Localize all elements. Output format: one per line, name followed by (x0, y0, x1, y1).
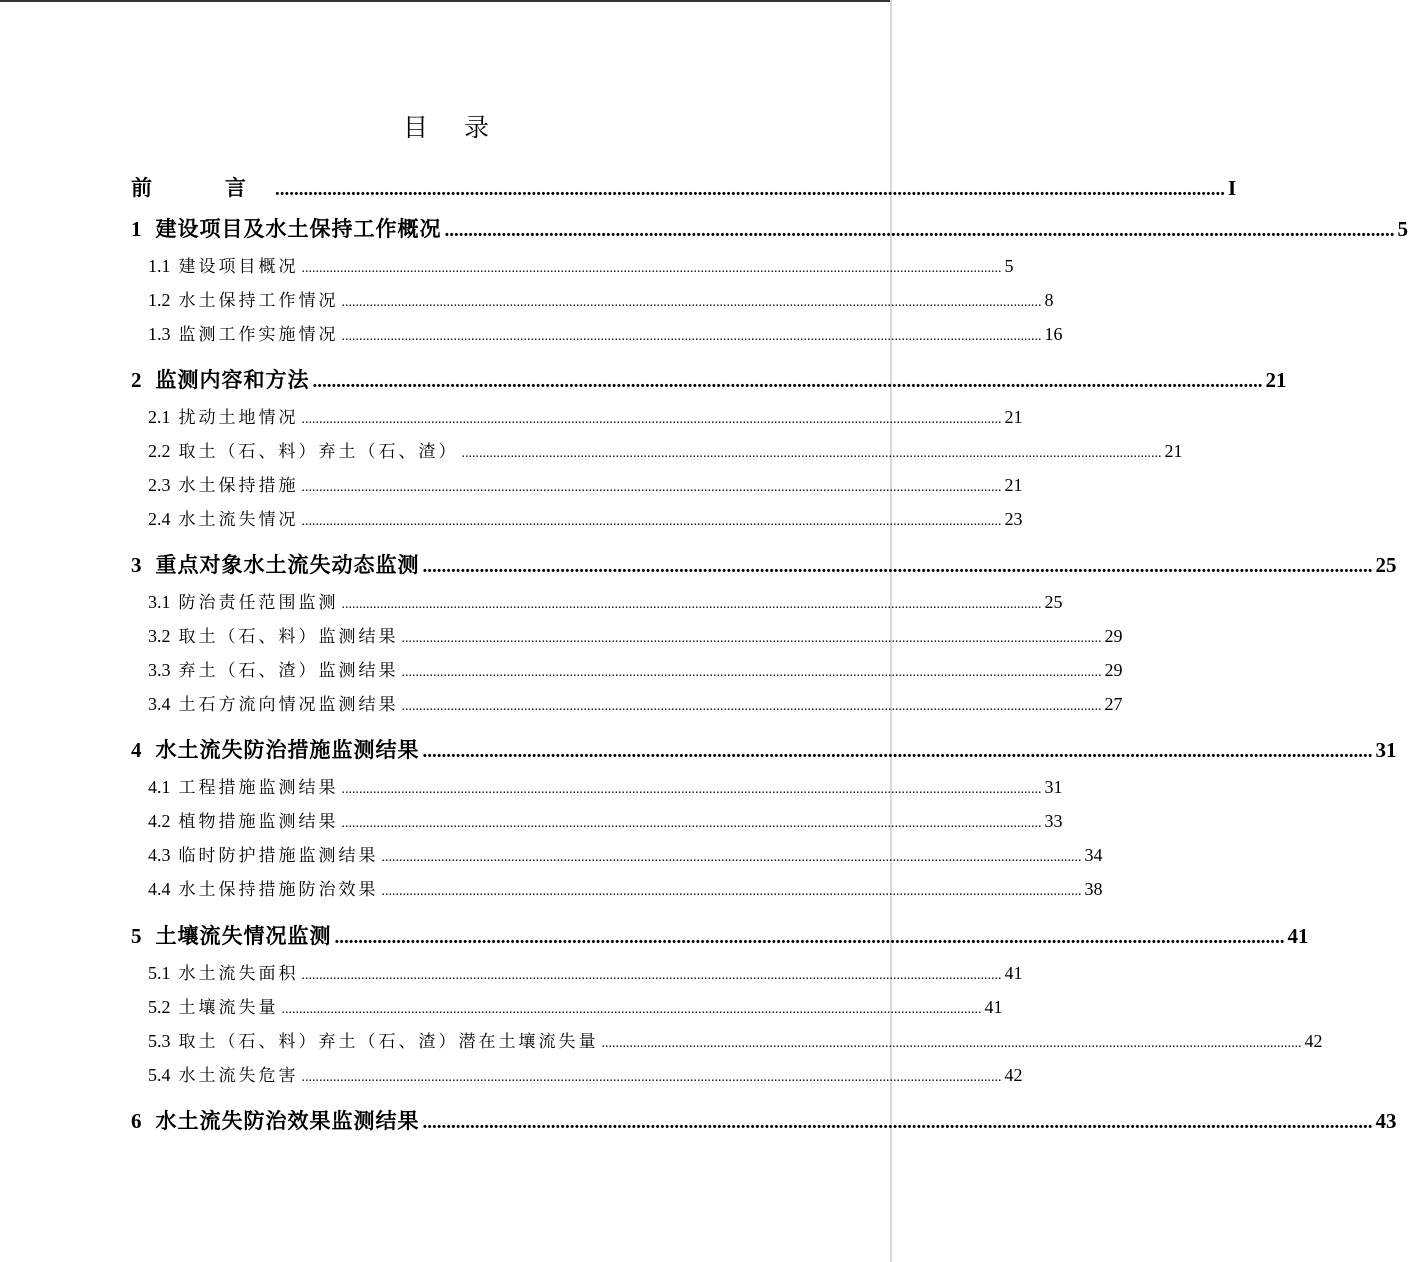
toc-entry-number: 3.1 (148, 592, 171, 612)
toc-dot-leader: ........................................................................................................................................................................................................ (312, 371, 1263, 392)
toc-dot-leader: ........................................................................................................................................................................................................ (341, 782, 1042, 797)
toc-page-number: 25 (1044, 592, 1063, 612)
toc-page-number: 41 (1004, 963, 1023, 983)
toc-entry-title: 取土（石、料）监测结果 (178, 627, 399, 647)
toc-entry-title: 建设项目及水土保持工作概况 (155, 217, 442, 241)
toc-entry-title: 扰动土地情况 (178, 408, 299, 428)
toc-entry-number: 5.4 (148, 1065, 171, 1085)
toc-entry-title: 重点对象水土流失动态监测 (155, 553, 420, 577)
toc-entry-number: 4.4 (148, 879, 171, 899)
toc-entry-title: 取土（石、料）弃土（石、渣）潜在土壤流失量 (178, 1032, 599, 1052)
toc-dot-leader: ........................................................................................................................................................................................................ (422, 556, 1373, 577)
toc-page-number: 31 (1375, 738, 1397, 762)
toc-entry-number: 2.4 (148, 509, 171, 529)
toc-section-entry[interactable] (148, 841, 1103, 866)
toc-entry-title: 监测内容和方法 (155, 368, 310, 392)
toc-dot-leader: ........................................................................................................................................................................................................ (444, 220, 1395, 241)
toc-entry-title: 水土流失危害 (178, 1066, 299, 1086)
toc-dot-leader: ........................................................................................................................................................................................................ (381, 850, 1082, 865)
toc-page-number: 31 (1044, 777, 1063, 797)
toc-chapter-entry[interactable] (131, 920, 1309, 950)
toc-dot-leader: ........................................................................................................................................................................................................ (381, 884, 1082, 899)
toc-page-number: 25 (1375, 553, 1397, 577)
toc-dot-leader: ........................................................................................................................................................................................................ (341, 597, 1042, 612)
toc-entry-number: 3 (131, 553, 142, 577)
toc-dot-leader: ........................................................................................................................................................................................................ (461, 446, 1162, 461)
toc-entry-number: 5.1 (148, 963, 171, 983)
toc-section-entry[interactable] (148, 959, 1023, 984)
toc-page-number: 43 (1375, 1109, 1397, 1133)
toc-page-number: 41 (984, 997, 1003, 1017)
toc-dot-leader: ........................................................................................................................................................................................................ (341, 329, 1042, 344)
toc-dot-leader: ........................................................................................................................................................................................................ (301, 412, 1002, 427)
toc-entry-title: 监测工作实施情况 (178, 325, 339, 345)
toc-page-number: 21 (1004, 407, 1023, 427)
toc-entry-title: 水土流失情况 (178, 510, 299, 530)
toc-section-entry[interactable] (148, 471, 1023, 496)
toc-entry-title: 土石方流向情况监测结果 (178, 695, 399, 715)
toc-page-number: 42 (1304, 1031, 1323, 1051)
toc-page-number: 5 (1397, 217, 1408, 241)
toc-dot-leader: ........................................................................................................................................................................................................ (301, 480, 1002, 495)
toc-section-entry[interactable] (148, 437, 1183, 462)
toc-entry-number: 2.3 (148, 475, 171, 495)
toc-entry-number: 4.1 (148, 777, 171, 797)
toc-page-number: 21 (1265, 368, 1287, 392)
toc-entry-number: 3.2 (148, 626, 171, 646)
toc-page-number: 21 (1164, 441, 1183, 461)
toc-dot-leader: ........................................................................................................................................................................................................ (275, 179, 1225, 200)
toc-section-entry[interactable] (148, 690, 1123, 715)
toc-page-number: 41 (1287, 924, 1309, 948)
toc-page-number: 27 (1104, 694, 1123, 714)
toc-entry-title: 取土（石、料）弃土（石、渣） (178, 442, 459, 462)
toc-entry-number: 5.2 (148, 997, 171, 1017)
toc-entry-title: 前 言 (131, 176, 272, 200)
toc-dot-leader: ........................................................................................................................................................................................................ (301, 514, 1002, 529)
page-title: 目 录 (403, 113, 503, 142)
toc-section-entry[interactable] (148, 588, 1063, 613)
toc-section-entry[interactable] (148, 1061, 1023, 1086)
toc-dot-leader: ........................................................................................................................................................................................................ (401, 699, 1102, 714)
toc-section-entry[interactable] (148, 875, 1103, 900)
toc-dot-leader: ........................................................................................................................................................................................................ (281, 1002, 982, 1017)
toc-section-entry[interactable] (148, 807, 1063, 832)
toc-page-number: I (1228, 176, 1237, 200)
toc-entry-title: 建设项目概况 (178, 257, 299, 277)
toc-page-number: 29 (1104, 660, 1123, 680)
toc-entry-number: 6 (131, 1109, 142, 1133)
toc-chapter-entry[interactable] (131, 364, 1287, 394)
toc-entry-title: 临时防护措施监测结果 (178, 846, 379, 866)
toc-entry-number: 2 (131, 368, 142, 392)
toc-section-entry[interactable] (148, 403, 1023, 428)
toc-section-entry[interactable] (148, 993, 1003, 1018)
toc-entry-number: 2.1 (148, 407, 171, 427)
toc-entry-title: 水土保持措施防治效果 (178, 880, 379, 900)
toc-dot-leader: ........................................................................................................................................................................................................ (341, 816, 1042, 831)
toc-chapter-entry[interactable] (131, 213, 1408, 243)
toc-entry-number: 5.3 (148, 1031, 171, 1051)
toc-section-entry[interactable] (148, 1027, 1323, 1052)
toc-page-number: 42 (1004, 1065, 1023, 1085)
toc-entry-number: 4 (131, 738, 142, 762)
toc-dot-leader: ........................................................................................................................................................................................................ (401, 665, 1102, 680)
toc-entry-number: 3.3 (148, 660, 171, 680)
toc-dot-leader: ........................................................................................................................................................................................................ (422, 1112, 1373, 1133)
toc-dot-leader: ........................................................................................................................................................................................................ (334, 927, 1285, 948)
toc-chapter-entry[interactable] (131, 734, 1397, 764)
toc-entry-title: 防治责任范围监测 (178, 593, 339, 613)
toc-entry-number: 1.3 (148, 324, 171, 344)
toc-entry-title: 水土流失防治措施监测结果 (155, 738, 420, 762)
toc-page-number: 21 (1004, 475, 1023, 495)
toc-entry-title: 弃土（石、渣）监测结果 (178, 661, 399, 681)
toc-page-number: 29 (1104, 626, 1123, 646)
toc-section-entry[interactable] (148, 656, 1123, 681)
toc-entry-title: 水土保持工作情况 (178, 291, 339, 311)
top-border (0, 0, 892, 2)
toc-section-entry[interactable] (148, 505, 1023, 530)
toc-dot-leader: ........................................................................................................................................................................................................ (341, 295, 1042, 310)
toc-section-entry[interactable] (148, 622, 1123, 647)
toc-dot-leader: ........................................................................................................................................................................................................ (601, 1036, 1302, 1051)
toc-chapter-entry[interactable] (131, 1105, 1397, 1135)
toc-section-entry[interactable] (148, 320, 1063, 345)
toc-entry-number: 3.4 (148, 694, 171, 714)
toc-section-entry[interactable] (148, 773, 1063, 798)
toc-page-number: 8 (1044, 290, 1054, 310)
toc-dot-leader: ........................................................................................................................................................................................................ (301, 1070, 1002, 1085)
toc-page-number: 23 (1004, 509, 1023, 529)
toc-entry-title: 水土流失防治效果监测结果 (155, 1109, 420, 1133)
toc-entry-number: 5 (131, 924, 142, 948)
toc-page-number: 33 (1044, 811, 1063, 831)
toc-dot-leader: ........................................................................................................................................................................................................ (422, 741, 1373, 762)
toc-entry-title: 土壤流失量 (178, 998, 279, 1018)
toc-dot-leader: ........................................................................................................................................................................................................ (301, 968, 1002, 983)
toc-entry-title: 土壤流失情况监测 (155, 924, 332, 948)
toc-section-entry[interactable] (148, 286, 1054, 311)
toc-entry-number: 2.2 (148, 441, 171, 461)
toc-page-number: 38 (1084, 879, 1103, 899)
toc-entry-number: 4.3 (148, 845, 171, 865)
toc-page-number: 5 (1004, 256, 1014, 276)
toc-entry-title: 植物措施监测结果 (178, 812, 339, 832)
toc-dot-leader: ........................................................................................................................................................................................................ (401, 631, 1102, 646)
toc-entry-number: 1.1 (148, 256, 171, 276)
toc-entry-number: 1.2 (148, 290, 171, 310)
toc-dot-leader: ........................................................................................................................................................................................................ (301, 261, 1002, 276)
toc-page-number: 34 (1084, 845, 1103, 865)
toc-entry-title: 水土保持措施 (178, 476, 299, 496)
toc-entry-number: 1 (131, 217, 142, 241)
toc-chapter-entry[interactable] (131, 172, 1237, 202)
toc-entry-title: 水土流失面积 (178, 964, 299, 984)
toc-chapter-entry[interactable] (131, 549, 1397, 579)
toc-section-entry[interactable] (148, 252, 1014, 277)
toc-entry-number: 4.2 (148, 811, 171, 831)
toc-entry-title: 工程措施监测结果 (178, 778, 339, 798)
toc-page-number: 16 (1044, 324, 1063, 344)
